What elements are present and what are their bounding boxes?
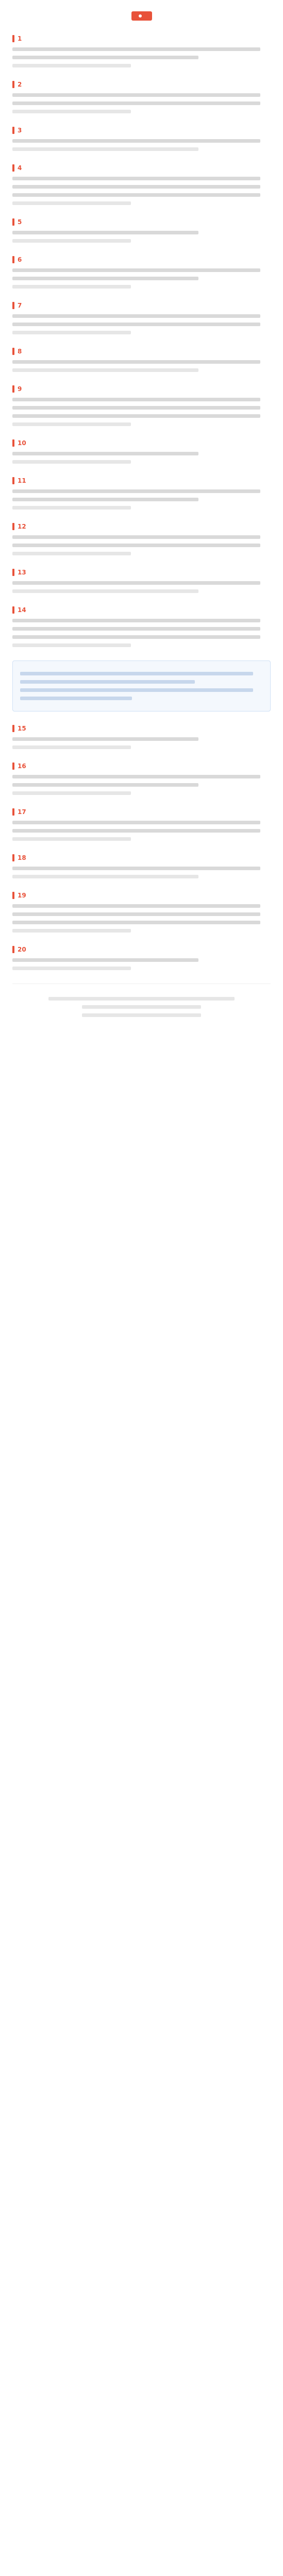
- text-line: [12, 489, 260, 493]
- text-line: [12, 783, 198, 787]
- section-number: 11: [18, 477, 26, 484]
- section-bar-icon: [12, 854, 14, 861]
- section-heading: [12, 569, 271, 576]
- title-tag: [131, 11, 152, 21]
- section-19: [12, 892, 271, 933]
- text-line: [12, 452, 198, 455]
- section-number: 1: [18, 35, 22, 42]
- section-number: 17: [18, 808, 26, 816]
- section-bar-icon: [12, 477, 14, 484]
- section-heading: [12, 606, 271, 614]
- section-5: [12, 218, 271, 243]
- section-number: 15: [18, 725, 26, 732]
- section-9: [12, 385, 271, 426]
- text-line: [12, 110, 131, 113]
- section-16: [12, 762, 271, 795]
- section-number: 7: [18, 302, 22, 309]
- section-15: [12, 725, 271, 749]
- text-line: [12, 101, 260, 105]
- section-bar-icon: [12, 523, 14, 530]
- section-number: 18: [18, 854, 26, 861]
- section-bar-icon: [12, 35, 14, 42]
- section-heading: [12, 854, 271, 861]
- text-line: [12, 368, 198, 372]
- section-number: 9: [18, 385, 22, 393]
- section-18: [12, 854, 271, 878]
- section-heading: [12, 808, 271, 816]
- text-line: [12, 829, 260, 833]
- text-line: [12, 277, 198, 280]
- text-line: [12, 958, 198, 962]
- tag-dot-icon: [139, 14, 142, 18]
- section-heading: [12, 477, 271, 484]
- text-line: [12, 239, 131, 243]
- section-heading: [12, 725, 271, 732]
- text-line: [12, 193, 260, 197]
- section-13: [12, 569, 271, 593]
- section-bar-icon: [12, 762, 14, 770]
- section-heading: [12, 892, 271, 899]
- text-line: [12, 414, 260, 418]
- note-line: [20, 672, 253, 675]
- text-line: [12, 643, 131, 647]
- section-number: 4: [18, 164, 22, 172]
- section-heading: [12, 256, 271, 263]
- sections-container: [12, 35, 271, 1017]
- section-bar-icon: [12, 569, 14, 576]
- section-number: 3: [18, 127, 22, 134]
- section-bar-icon: [12, 892, 14, 899]
- text-line: [12, 775, 260, 778]
- text-line: [12, 544, 260, 547]
- note-line: [20, 680, 195, 684]
- note-line: [20, 697, 132, 700]
- section-number: 5: [18, 218, 22, 226]
- section-1: [12, 35, 271, 67]
- section-number: 20: [18, 946, 26, 953]
- text-line: [12, 912, 260, 916]
- section-bar-icon: [12, 946, 14, 953]
- section-8: [12, 348, 271, 372]
- text-line: [12, 737, 198, 741]
- section-bar-icon: [12, 164, 14, 172]
- section-bar-icon: [12, 218, 14, 226]
- document-footer: [12, 984, 271, 1017]
- footer-line: [82, 1005, 201, 1009]
- section-bar-icon: [12, 256, 14, 263]
- section-bar-icon: [12, 385, 14, 393]
- text-line: [12, 498, 198, 501]
- section-number: 8: [18, 348, 22, 355]
- text-line: [12, 929, 131, 933]
- text-line: [12, 460, 131, 464]
- text-line: [12, 535, 260, 539]
- section-heading: [12, 439, 271, 447]
- text-line: [12, 627, 260, 631]
- section-number: 6: [18, 256, 22, 263]
- text-line: [12, 139, 260, 143]
- section-14: [12, 606, 271, 647]
- section-7: [12, 302, 271, 334]
- section-heading: [12, 164, 271, 172]
- section-number: 19: [18, 892, 26, 899]
- text-line: [12, 552, 131, 555]
- text-line: [12, 201, 131, 205]
- section-20: [12, 946, 271, 970]
- text-line: [12, 745, 131, 749]
- section-number: 16: [18, 762, 26, 770]
- section-heading: [12, 385, 271, 393]
- text-line: [12, 921, 260, 924]
- text-line: [12, 581, 260, 585]
- text-line: [12, 93, 260, 97]
- section-heading: [12, 348, 271, 355]
- text-line: [12, 406, 260, 410]
- section-bar-icon: [12, 348, 14, 355]
- text-line: [12, 56, 198, 59]
- section-heading: [12, 127, 271, 134]
- note-card: [12, 660, 271, 711]
- text-line: [12, 398, 260, 401]
- section-heading: [12, 81, 271, 88]
- text-line: [12, 331, 131, 334]
- text-line: [12, 360, 260, 364]
- section-heading: [12, 762, 271, 770]
- section-number: 2: [18, 81, 22, 88]
- section-10: [12, 439, 271, 464]
- text-line: [12, 967, 131, 970]
- text-line: [12, 323, 260, 326]
- text-line: [12, 314, 260, 318]
- title-banner: [12, 11, 271, 21]
- section-bar-icon: [12, 808, 14, 816]
- text-line: [12, 791, 131, 795]
- section-number: 12: [18, 523, 26, 530]
- note-line: [20, 688, 253, 692]
- footer-line: [82, 1013, 201, 1017]
- text-line: [12, 904, 260, 908]
- section-number: 10: [18, 439, 26, 447]
- section-bar-icon: [12, 439, 14, 447]
- section-17: [12, 808, 271, 841]
- section-heading: [12, 523, 271, 530]
- section-3: [12, 127, 271, 151]
- section-heading: [12, 946, 271, 953]
- section-bar-icon: [12, 127, 14, 134]
- text-line: [12, 177, 260, 180]
- footer-line: [48, 997, 235, 1001]
- section-bar-icon: [12, 606, 14, 614]
- section-12: [12, 523, 271, 555]
- section-bar-icon: [12, 81, 14, 88]
- section-number: 14: [18, 606, 26, 614]
- text-line: [12, 837, 131, 841]
- text-line: [12, 185, 260, 189]
- text-line: [12, 821, 260, 824]
- text-line: [12, 635, 260, 639]
- text-line: [12, 619, 260, 622]
- section-4: [12, 164, 271, 205]
- section-number: 13: [18, 569, 26, 576]
- text-line: [12, 231, 198, 234]
- text-line: [12, 589, 198, 593]
- section-6: [12, 256, 271, 289]
- text-line: [12, 268, 260, 272]
- text-line: [12, 285, 131, 289]
- text-line: [12, 506, 131, 510]
- section-bar-icon: [12, 725, 14, 732]
- section-11: [12, 477, 271, 510]
- text-line: [12, 147, 198, 151]
- text-line: [12, 47, 260, 51]
- text-line: [12, 64, 131, 67]
- section-heading: [12, 218, 271, 226]
- text-line: [12, 875, 198, 878]
- section-heading: [12, 35, 271, 42]
- section-bar-icon: [12, 302, 14, 309]
- section-2: [12, 81, 271, 113]
- text-line: [12, 422, 131, 426]
- section-heading: [12, 302, 271, 309]
- text-line: [12, 867, 260, 870]
